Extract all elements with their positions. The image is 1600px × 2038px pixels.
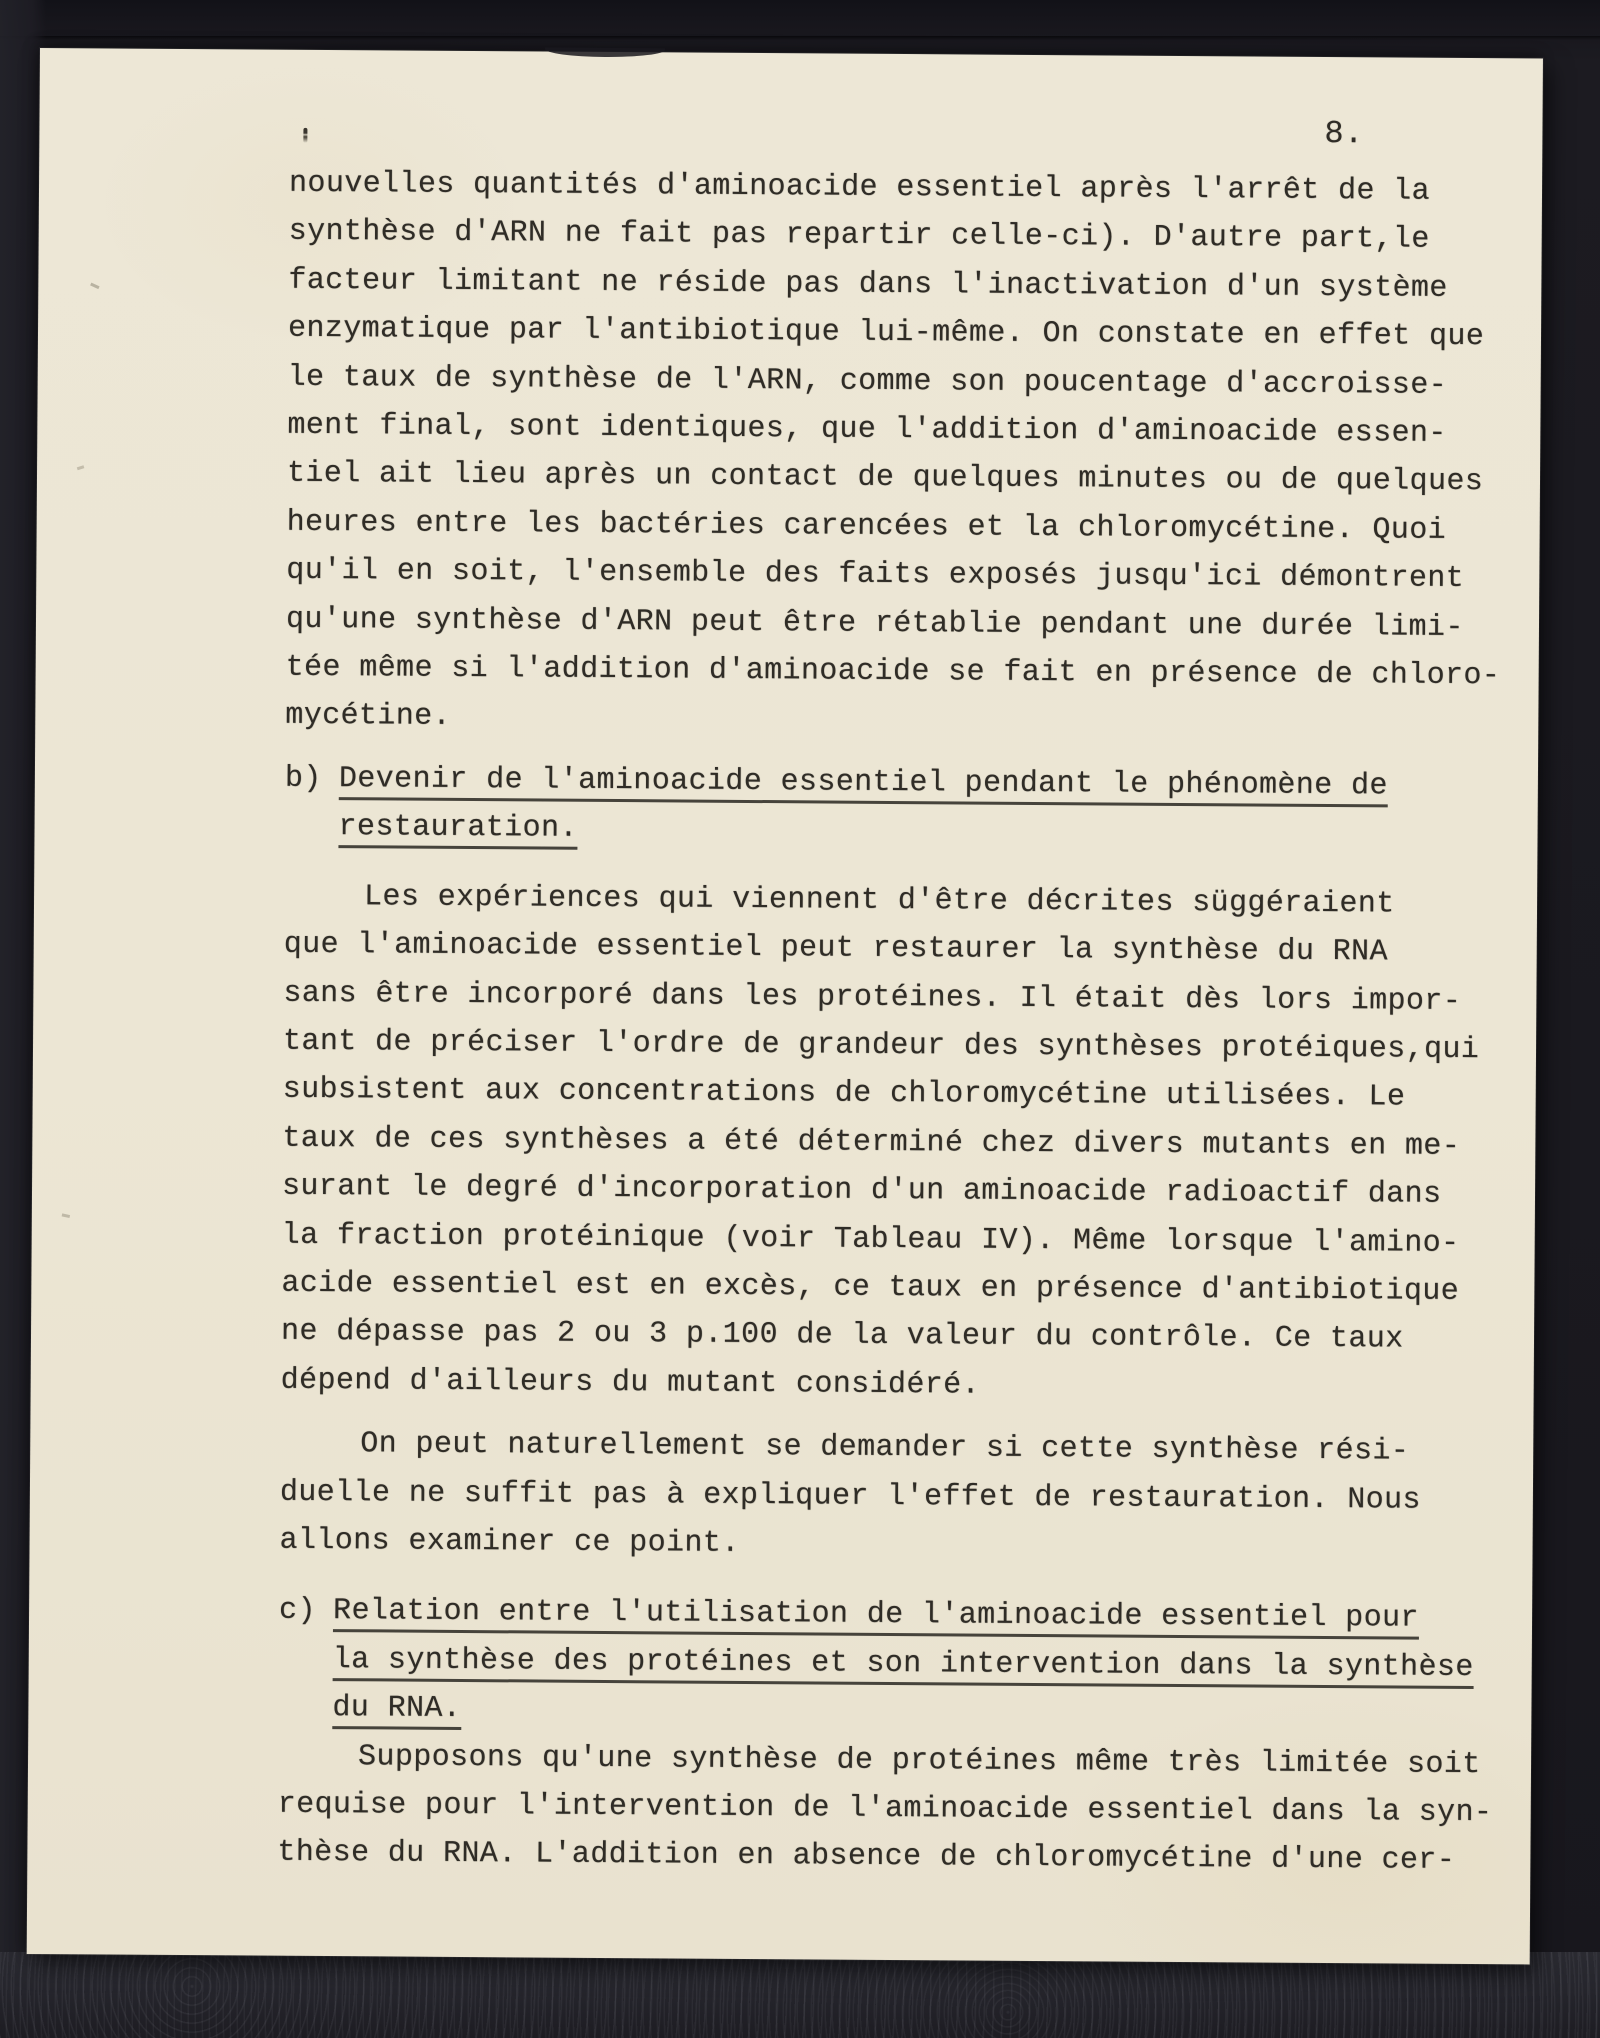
typed-line: subsistent aux concentrations de chloromycétine utilisées. Le (282, 1073, 1406, 1115)
typed-line: Supposons qu'une synthèse de protéines même très limitée soit (357, 1739, 1481, 1782)
heading-line (333, 1636, 1519, 1693)
typed-line: surant le degré d'incorporation d'un aminoacide radioactif dans (281, 1169, 1442, 1212)
typed-line: ment final, sont identiques, que l'addition d'aminoacide essen- (287, 408, 1447, 451)
paragraph (285, 160, 1529, 750)
section-heading (284, 755, 1525, 860)
heading-marker: b) (284, 761, 322, 796)
typed-line: que l'aminoacide essentiel peut restaurer la synthèse du RNA (283, 927, 1389, 970)
typed-line: enzymatique par l'antibiotique lui-même. On constate en effet que (287, 311, 1485, 355)
backdrop-crease (0, 36, 1600, 40)
typed-line: taux de ces synthèses a été déterminé chez divers mutants en me- (282, 1121, 1461, 1164)
heading-line (332, 1684, 1518, 1741)
ink-smudge (303, 128, 307, 143)
typed-line: On peut naturellement se demander si cette synthèse rési- (360, 1427, 1410, 1469)
paragraph (281, 872, 1525, 1413)
paper-scratch (90, 283, 99, 289)
heading-line (339, 755, 1525, 812)
typed-line: nouvelles quantités d'aminoacide essentiel après l'arrêt de la (288, 166, 1431, 209)
heading-line (333, 1587, 1519, 1644)
paragraph (277, 1732, 1518, 1886)
typed-line: dépend d'ailleurs du mutant considéré. (280, 1363, 981, 1403)
paper-edge-notch (545, 48, 665, 58)
underlined-text: Devenir de l'aminoacide essentiel pendant le phénomène de (339, 762, 1388, 807)
typed-line: ne dépasse pas 2 ou 3 p.100 de la valeur du contrôle. Ce taux (280, 1315, 1404, 1357)
underlined-text: Relation entre l'utilisation de l'aminoacide essentiel pour (333, 1594, 1419, 1640)
typed-line: mycétine. (285, 699, 452, 735)
paper-scratch (62, 1213, 70, 1218)
paragraph (279, 1420, 1520, 1574)
typed-line: allons examiner ce point. (279, 1523, 740, 1561)
typed-line: qu'une synthèse d'ARN peut être rétablie pendant une durée limi- (285, 602, 1464, 645)
typed-line: tiel ait lieu après un contact de quelques minutes ou de quelques (286, 457, 1484, 500)
typed-line: acide essentiel est en excès, ce taux en présence d'antibiotique (281, 1266, 1460, 1309)
underlined-text: du RNA. (332, 1691, 461, 1730)
typed-line: requise pour l'intervention de l'aminoacide essentiel dans la syn- (277, 1787, 1493, 1831)
paper-scratch (77, 465, 85, 470)
page-number: 8. (1324, 114, 1364, 153)
typed-line: facteur limitant ne réside pas dans l'inactivation d'un système (288, 263, 1448, 306)
typed-line: sans être incorporé dans les protéines. Il était dès lors impor- (283, 976, 1462, 1019)
typed-text (277, 160, 1529, 1886)
typed-line: heures entre les bactéries carencées et la chloromycétine. Quoi (286, 505, 1447, 548)
typed-line: tant de préciser l'ordre de grandeur des synthèses protéiques,qui (282, 1024, 1480, 1067)
typed-line: duelle ne suffit pas à expliquer l'effet de restauration. Nous (279, 1475, 1421, 1518)
typed-line: thèse du RNA. L'addition en absence de chloromycétine d'une cer- (277, 1836, 1456, 1879)
paper-sheet (27, 48, 1543, 1964)
heading-line (338, 803, 1524, 860)
heading-marker: c) (278, 1594, 317, 1629)
backdrop-bottom-texture (0, 1952, 1600, 2038)
underlined-text: restauration. (338, 810, 578, 850)
typed-line: la fraction protéinique (voir Tableau IV). Même lorsque l'amino- (281, 1218, 1460, 1261)
typed-line: qu'il en soit, l'ensemble des faits exposés jusqu'ici démontrent (286, 553, 1465, 597)
section-heading (278, 1587, 1519, 1741)
typed-line: synthèse d'ARN ne fait pas repartir celle-ci). D'autre part,le (288, 215, 1430, 258)
underlined-text: la synthèse des protéines et son intervention dans la synthèse (333, 1643, 1474, 1689)
typed-line: le taux de synthèse de l'ARN, comme son poucentage d'accroisse- (287, 360, 1448, 403)
typed-line: tée même si l'addition d'aminoacide se fait en présence de chloro- (285, 650, 1501, 694)
typed-line: Les expériences qui viennent d'être décrites süggéraient (363, 879, 1395, 922)
